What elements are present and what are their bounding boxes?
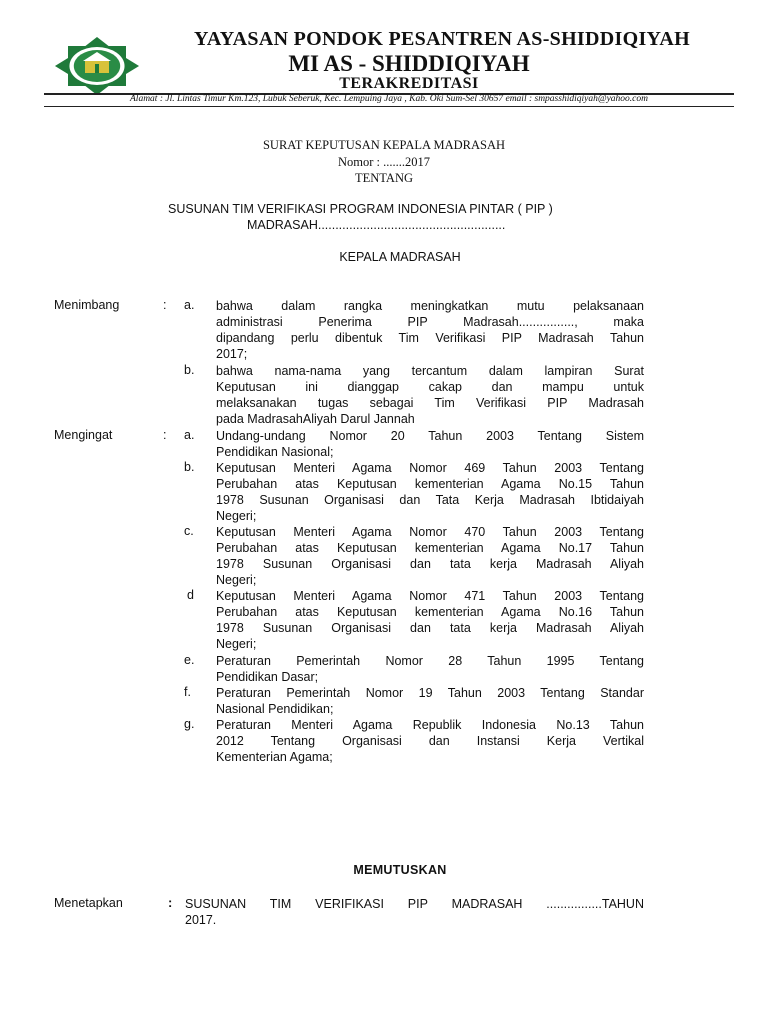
text-line: Keputusan Menteri Agama Nomor 470 Tahun 2003 Tentang	[216, 525, 644, 539]
mengingat-item-letter: d	[187, 588, 194, 602]
mengingat-item-letter: a.	[184, 428, 195, 442]
mengingat-item	[216, 588, 644, 652]
mengingat-item	[216, 685, 644, 717]
text-line: Pendidikan Nasional;	[216, 445, 334, 459]
text-line: Keputusan ini dianggap cakap dan mampu untuk	[216, 380, 644, 394]
text-line: Undang-undang Nomor 20 Tahun 2003 Tentang Sistem	[216, 429, 644, 443]
text-line: Negeri;	[216, 509, 257, 523]
menimbang-label: Menimbang	[54, 298, 120, 312]
mengingat-label: Mengingat	[54, 428, 113, 442]
menetapkan-colon: :	[168, 895, 173, 910]
text-line: Nasional Pendidikan;	[216, 702, 334, 716]
text-line: Peraturan Menteri Agama Republik Indonesia No.13 Tahun	[216, 718, 644, 732]
text-line: Peraturan Pemerintah Nomor 19 Tahun 2003 Tentang Standar	[216, 686, 644, 700]
text-line: Kementerian Agama;	[216, 750, 333, 764]
text-line: 2017.	[185, 913, 217, 927]
mengingat-item	[216, 524, 644, 588]
mengingat-item-letter: b.	[184, 460, 195, 474]
menimbang-item	[216, 363, 644, 427]
text-line: 2012 Tentang Organisasi dan Instansi Kerja Vertikal	[216, 734, 644, 748]
text-line: Negeri;	[216, 573, 257, 587]
text-line: Keputusan Menteri Agama Nomor 469 Tahun 2003 Tentang	[216, 461, 644, 475]
decree-subject-line1: SUSUNAN TIM VERIFIKASI PROGRAM INDONESIA PINTAR ( PIP )	[168, 202, 553, 216]
decree-number: Nomor : .......2017	[337, 155, 430, 169]
text-line: Peraturan Pemerintah Nomor 28 Tahun 1995 Tentang	[216, 654, 644, 668]
text-line: 1978 Susunan Organisasi dan Tata Kerja Madrasah Ibtidaiyah	[216, 493, 644, 507]
accreditation-status: TERAKREDITASI	[339, 75, 479, 92]
letterhead-rule-bottom	[44, 106, 734, 107]
text-line: pada MadrasahAliyah Darul Jannah	[216, 412, 415, 426]
mengingat-item-letter: c.	[184, 524, 194, 538]
foundation-name: YAYASAN PONDOK PESANTREN AS-SHIDDIQIYAH	[193, 28, 691, 50]
menimbang-item-letter: a.	[184, 298, 195, 312]
mengingat-item	[216, 460, 644, 524]
text-line: Negeri;	[216, 637, 257, 651]
text-line: Pendidikan Dasar;	[216, 670, 319, 684]
decree-issuer: KEPALA MADRASAH	[339, 250, 461, 264]
mengingat-item	[216, 428, 644, 460]
text-line: Keputusan Menteri Agama Nomor 471 Tahun 2003 Tentang	[216, 589, 644, 603]
menimbang-item	[216, 298, 644, 362]
text-line: 1978 Susunan Organisasi dan tata kerja Madrasah Aliyah	[216, 621, 644, 635]
text-line: 1978 Susunan Organisasi dan tata kerja Madrasah Aliyah	[216, 557, 644, 571]
text-line: dipandang perlu dibentuk Tim Verifikasi PIP Madrasah Tahun	[216, 331, 644, 345]
decree-about: TENTANG	[354, 171, 413, 185]
text-line: bahwa nama-nama yang tercantum dalam lampiran Surat	[216, 364, 644, 378]
menetapkan-value	[185, 896, 644, 928]
mengingat-item	[216, 653, 644, 685]
text-line: melaksanakan tugas sebagai Tim Verifikasi PIP Madrasah	[216, 396, 644, 410]
mengingat-item-letter: f.	[184, 685, 191, 699]
text-line: Perubahan atas Keputusan kementerian Agama No.17 Tahun	[216, 541, 644, 555]
mengingat-item-letter: g.	[184, 717, 195, 731]
menimbang-item-letter: b.	[184, 363, 195, 377]
decision-heading: MEMUTUSKAN	[353, 863, 447, 877]
menimbang-colon: :	[163, 298, 167, 312]
text-line: administrasi Penerima PIP Madrasah................, maka	[216, 315, 644, 329]
text-line: SUSUNAN TIM VERIFIKASI PIP MADRASAH ................TAHUN	[185, 897, 644, 911]
decree-subject-line2: MADRASAH......................................................	[247, 218, 506, 232]
text-line: Perubahan atas Keputusan kementerian Agama No.15 Tahun	[216, 477, 644, 491]
text-line: 2017;	[216, 347, 248, 361]
mengingat-item-letter: e.	[184, 653, 195, 667]
school-emblem-icon	[52, 36, 142, 96]
school-address: Alamat : Jl. Lintas Timur Km.123, Lubuk Seberuk, Kec. Lempuing Jaya , Kab. Oki Sum-Sel 30657 email : smpasshidiqiyah@yahoo.com	[130, 94, 648, 104]
menetapkan-label: Menetapkan	[54, 896, 123, 910]
text-line: Perubahan atas Keputusan kementerian Agama No.16 Tahun	[216, 605, 644, 619]
school-name: MI AS - SHIDDIQIYAH	[288, 51, 530, 76]
decree-title: SURAT KEPUTUSAN KEPALA MADRASAH	[262, 138, 506, 152]
text-line: bahwa dalam rangka meningkatkan mutu pelaksanaan	[216, 299, 644, 313]
mengingat-item	[216, 717, 644, 765]
mengingat-colon: :	[163, 428, 167, 442]
